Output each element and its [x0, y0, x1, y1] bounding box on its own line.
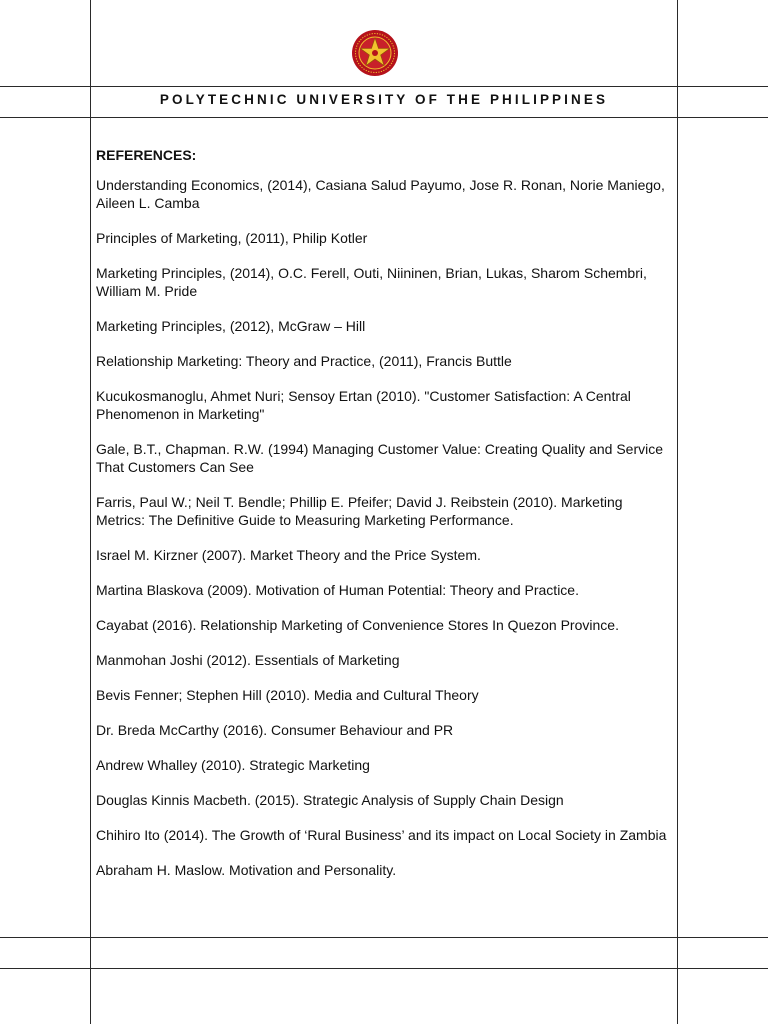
- reference-item: Kucukosmanoglu, Ahmet Nuri; Sensoy Ertan (2010). "Customer Satisfaction: A Central Phenomenon in Marketing": [96, 388, 631, 422]
- header-bottom-rule: [0, 117, 768, 118]
- reference-item: Principles of Marketing, (2011), Philip Kotler: [96, 230, 368, 246]
- reference-item: Cayabat (2016). Relationship Marketing of Convenience Stores In Quezon Province.: [96, 617, 619, 633]
- seal-center: [372, 50, 378, 56]
- university-name: POLYTECHNIC UNIVERSITY OF THE PHILIPPINES: [159, 92, 609, 107]
- footer-top-rule: [0, 937, 768, 938]
- reference-item: Marketing Principles, (2012), McGraw – Hill: [96, 318, 366, 334]
- references-heading: REFERENCES:: [96, 147, 197, 163]
- reference-item: Dr. Breda McCarthy (2016). Consumer Behaviour and PR: [96, 722, 454, 738]
- reference-item: Abraham H. Maslow. Motivation and Personality.: [96, 862, 397, 878]
- reference-item: Douglas Kinnis Macbeth. (2015). Strategic Analysis of Supply Chain Design: [96, 792, 564, 808]
- reference-item: Farris, Paul W.; Neil T. Bendle; Phillip E. Pfeifer; David J. Reibstein (2010). Marketing Metrics: The Definitive Guide to Measuring Marketing Performance.: [96, 494, 623, 528]
- footer-bottom-rule: [0, 968, 768, 969]
- reference-item: Relationship Marketing: Theory and Practice, (2011), Francis Buttle: [96, 353, 512, 369]
- reference-item: Martina Blaskova (2009). Motivation of Human Potential: Theory and Practice.: [96, 582, 579, 598]
- header-top-rule: [0, 86, 768, 87]
- reference-item: Bevis Fenner; Stephen Hill (2010). Media and Cultural Theory: [96, 687, 479, 703]
- reference-item: Chihiro Ito (2014). The Growth of ‘Rural Business’ and its impact on Local Society in Zambia: [96, 827, 667, 843]
- right-margin-line: [677, 0, 678, 1024]
- left-margin-line: [90, 0, 91, 1024]
- references-section: [96, 146, 671, 879]
- reference-item: Gale, B.T., Chapman. R.W. (1994) Managing Customer Value: Creating Quality and Service That Customers Can See: [96, 441, 664, 475]
- reference-item: Manmohan Joshi (2012). Essentials of Marketing: [96, 652, 400, 668]
- reference-item: Israel M. Kirzner (2007). Market Theory and the Price System.: [96, 547, 481, 563]
- reference-item: Understanding Economics, (2014), Casiana Salud Payumo, Jose R. Ronan, Norie Maniego, Aileen L. Camba: [96, 177, 665, 211]
- pup-seal-icon: [351, 29, 399, 77]
- reference-item: Andrew Whalley (2010). Strategic Marketing: [96, 757, 370, 773]
- reference-item: Marketing Principles, (2014), O.C. Ferell, Outi, Niininen, Brian, Lukas, Sharom Schembri, William M. Pride: [96, 265, 647, 299]
